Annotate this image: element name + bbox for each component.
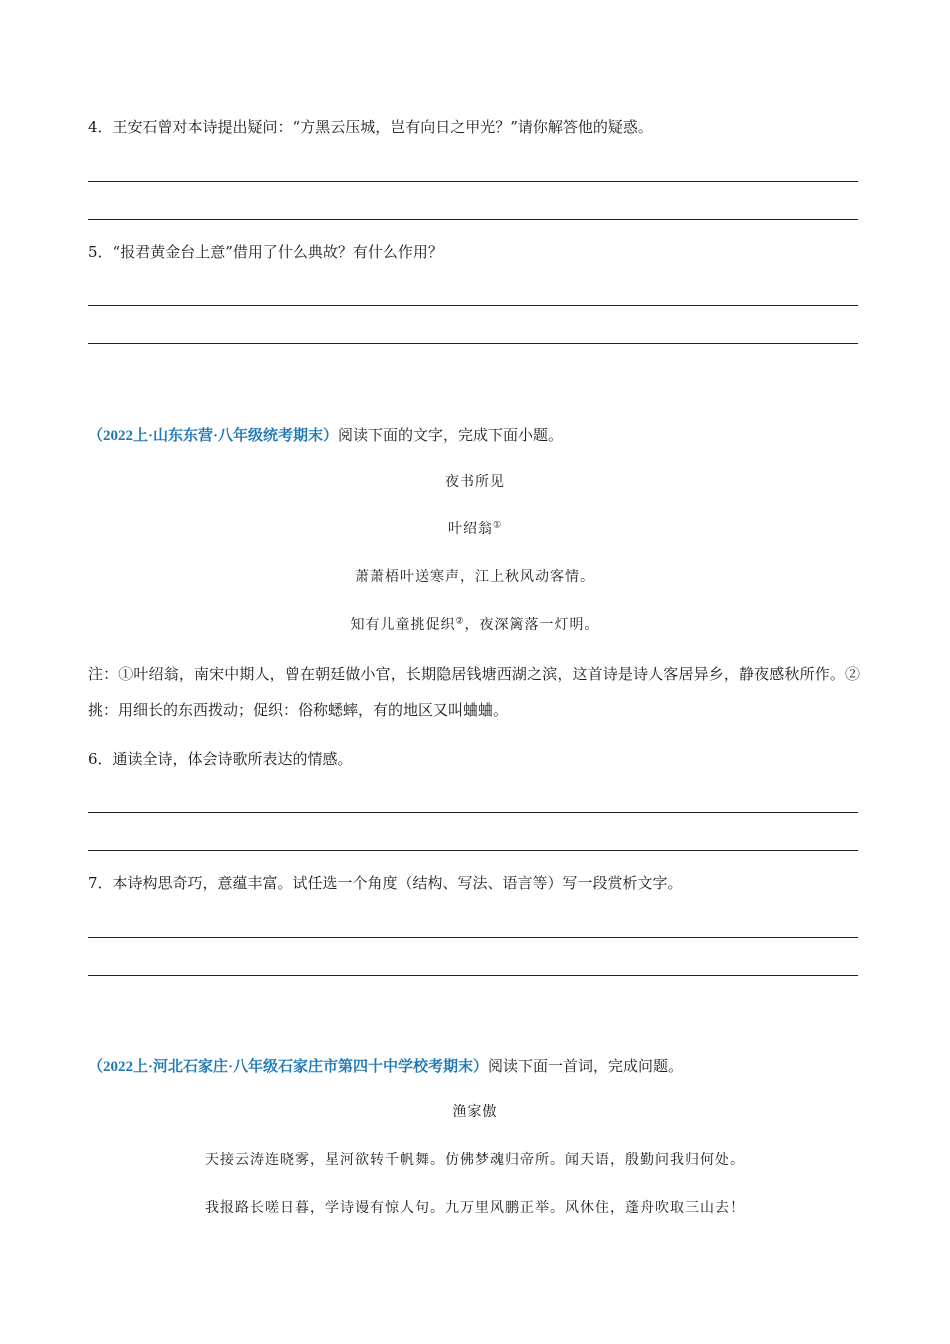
answer-line[interactable] xyxy=(88,937,858,938)
question-5: 5．“报君黄金台上意”借用了什么典故？有什么作用？ xyxy=(88,243,443,261)
poem-title: 夜书所见 xyxy=(445,474,505,490)
answer-line[interactable] xyxy=(88,812,858,813)
footnote-mark: ① xyxy=(492,520,503,531)
question-4: 4．王安石曾对本诗提出疑问：“方黑云压城，岂有向日之甲光？”请你解答他的疑惑。 xyxy=(88,118,653,136)
question-7: 7．本诗构思奇巧，意蕴丰富。试任选一个角度（结构、写法、语言等）写一段赏析文字。 xyxy=(88,874,683,892)
poem-note: 注：①叶绍翁，南宋中期人，曾在朝廷做小官，长期隐居钱塘西湖之滨，这首诗是诗人客居异乡，静夜感秋所作。②挑：用细长的东西拨动；促织：俗称蟋蟀，有的地区又叫蛐蛐。 xyxy=(88,665,860,719)
question-6: 6．通读全诗，体会诗歌所表达的情感。 xyxy=(88,750,353,768)
poem-line-2 xyxy=(0,615,950,635)
poem-line-2-b: ，夜深篱落一灯明。 xyxy=(464,617,600,633)
instruction-text: 阅读下面一首词，完成问题。 xyxy=(488,1057,684,1075)
answer-line[interactable] xyxy=(88,219,858,220)
poem-line-1: 萧萧梧叶送寒声，江上秋风动客情。 xyxy=(355,569,595,585)
footnote-mark: ② xyxy=(455,616,465,627)
source-tag: （2022上·河北石家庄·八年级石家庄市第四十中学校考期末） xyxy=(88,1059,489,1075)
answer-line[interactable] xyxy=(88,181,858,182)
poem-title: 渔家傲 xyxy=(452,1104,498,1120)
source-line-1 xyxy=(88,424,563,447)
author-name: 叶绍翁 xyxy=(447,521,493,537)
poem-line-2: 我报路长嗟日暮，学诗谩有惊人句。九万里风鹏正举。风休住，蓬舟吹取三山去！ xyxy=(205,1200,745,1216)
answer-line[interactable] xyxy=(88,850,858,851)
source-line-2 xyxy=(88,1055,683,1078)
source-tag: （2022上·山东东营·八年级统考期末） xyxy=(88,428,339,444)
instruction-text: 阅读下面的文字，完成下面小题。 xyxy=(338,426,564,444)
poem-author xyxy=(0,519,950,539)
poem-line-2-a: 知有儿童挑促织 xyxy=(350,617,456,633)
poem-line-1: 天接云涛连晓雾，星河欲转千帆舞。仿佛梦魂归帝所。闻天语，殷勤问我归何处。 xyxy=(205,1152,745,1168)
answer-line[interactable] xyxy=(88,343,858,344)
answer-line[interactable] xyxy=(88,975,858,976)
answer-line[interactable] xyxy=(88,305,858,306)
